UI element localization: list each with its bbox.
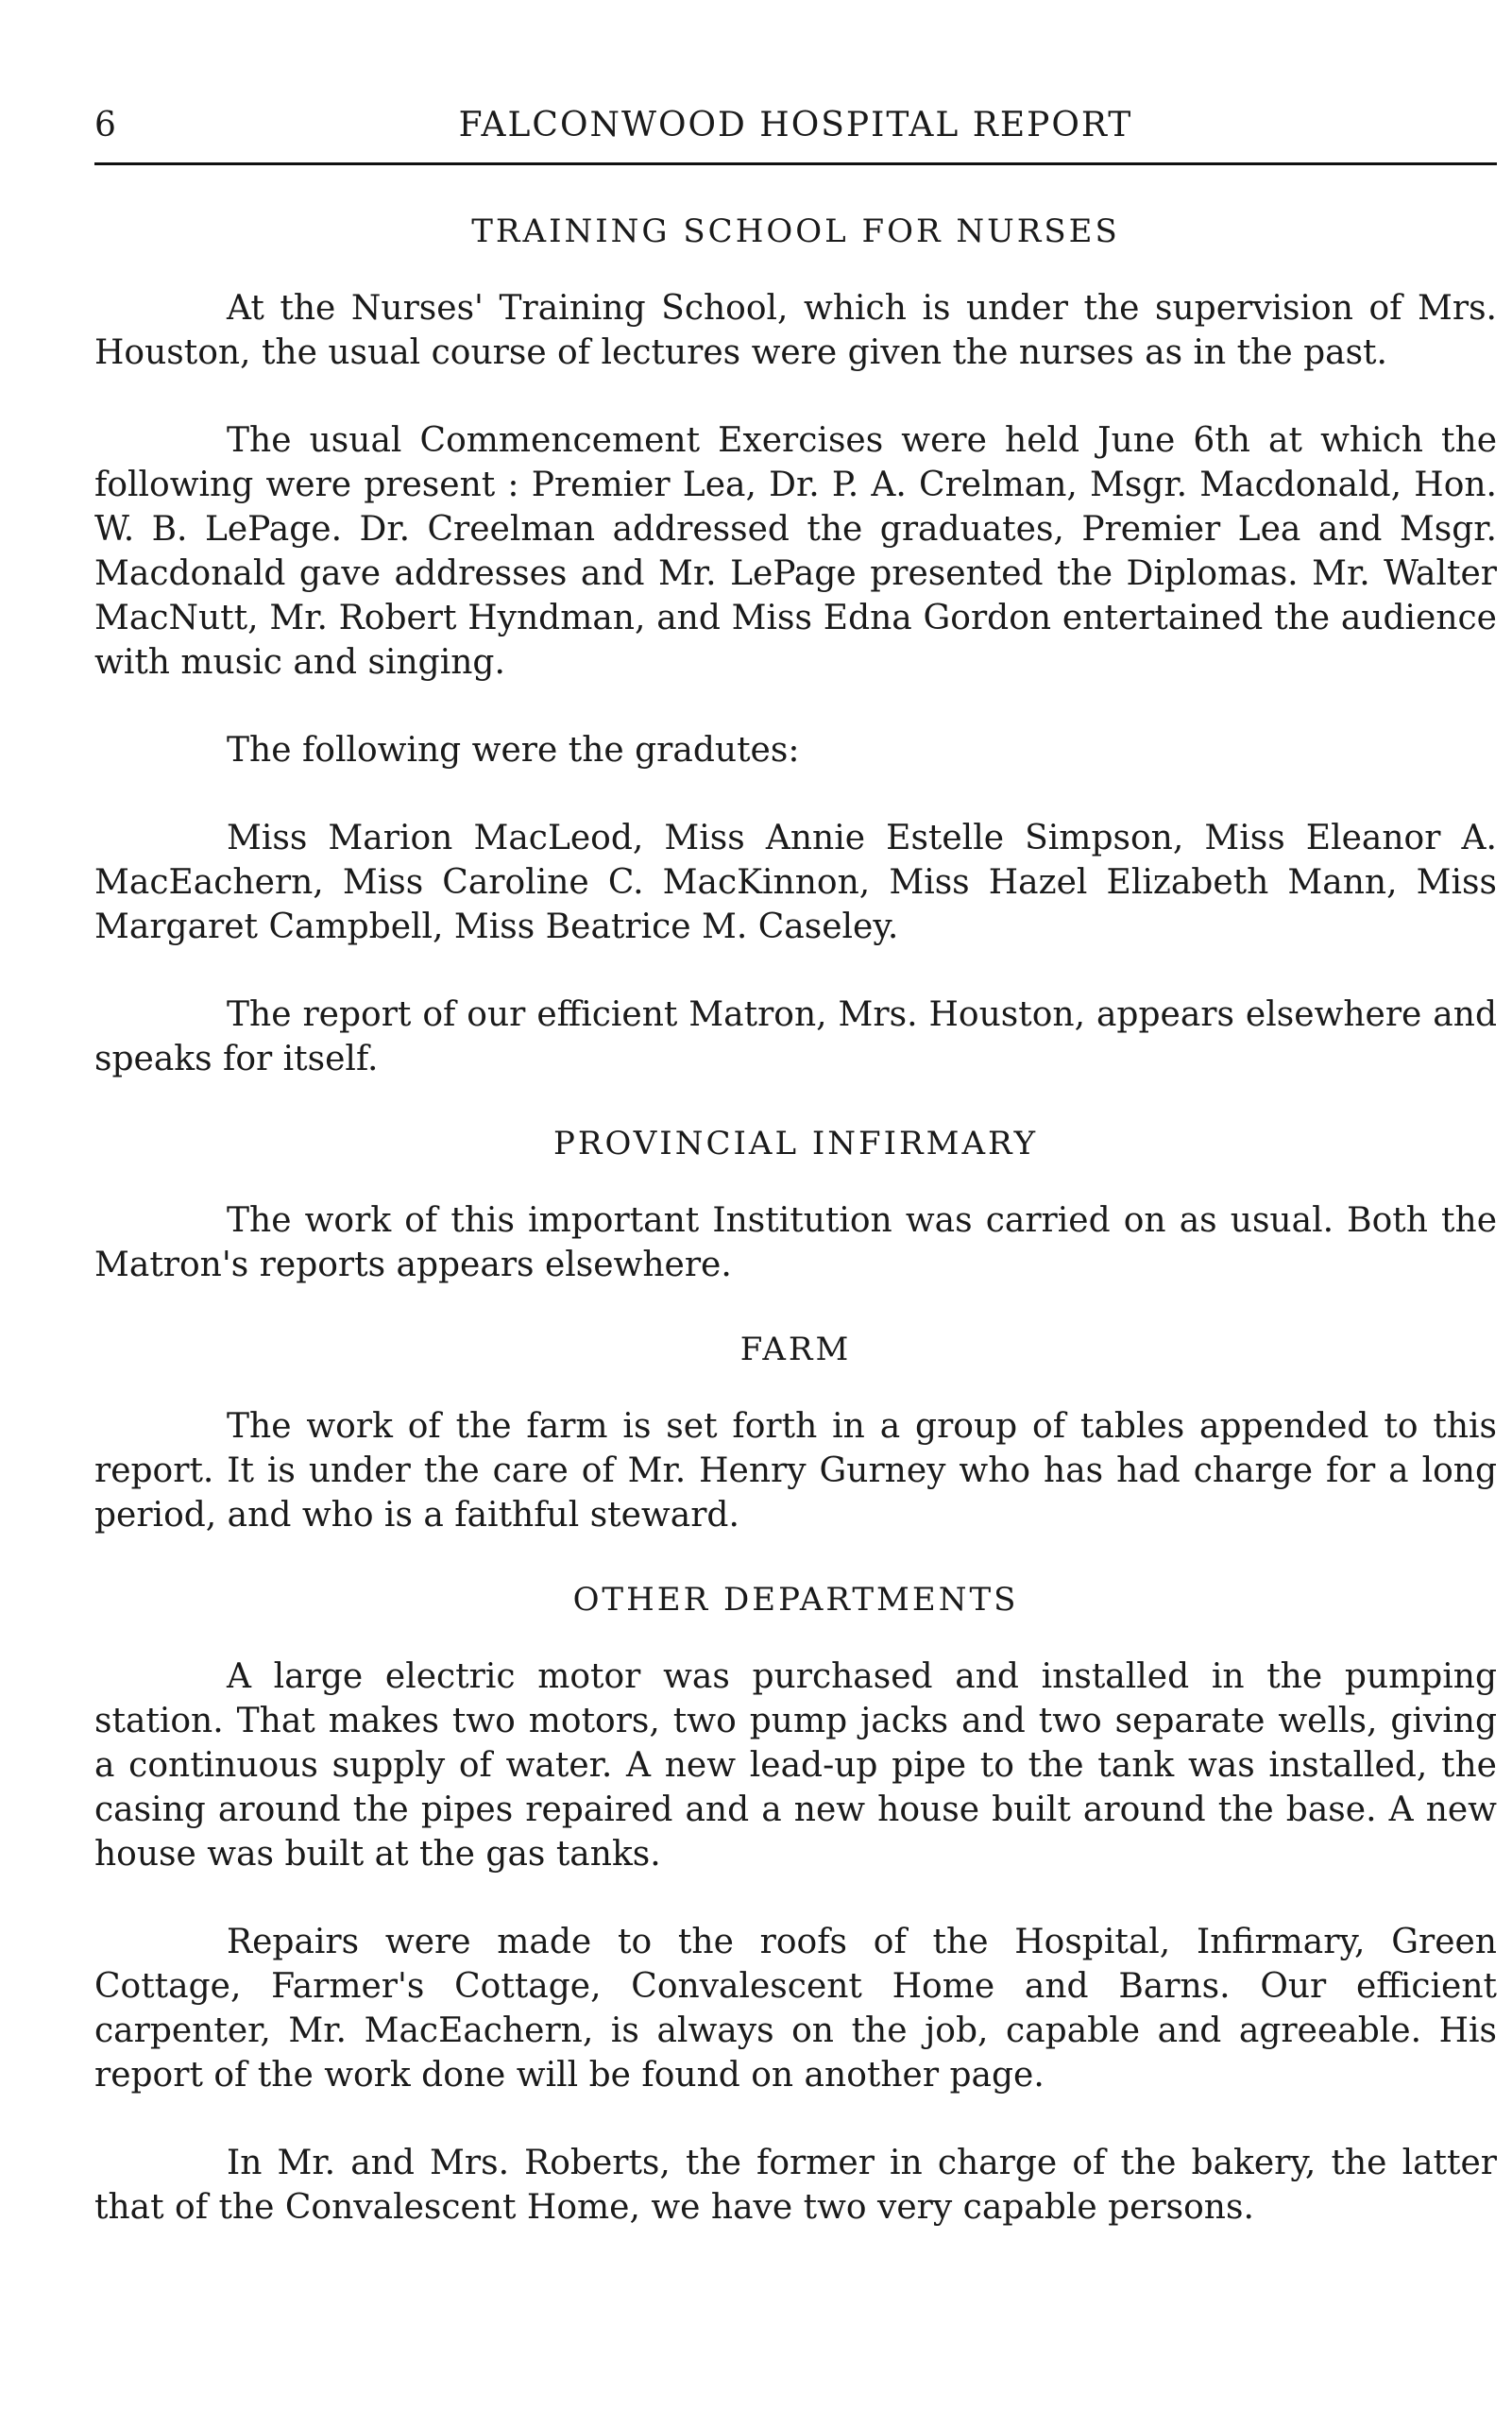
running-header	[94, 94, 1497, 151]
paragraph: The work of the farm is set forth in a group of tables appended to this report. It is under the care of Mr. Henry Gurney who has had charge for a long period, and who is a faithful steward.	[94, 1407, 1497, 1535]
document-page	[94, 94, 1497, 2273]
paragraph: The following were the gradutes:	[227, 731, 800, 770]
paragraph: At the Nurses' Training School, which is under the supervision of Mrs. Houston, the usual course of lectures were given the nurses as in the past.	[94, 289, 1497, 372]
section-heading: PROVINCIAL INFIRMARY	[552, 1125, 1039, 1162]
section-farm	[94, 1331, 1497, 1537]
section-heading: OTHER DEPARTMENTS	[572, 1581, 1019, 1619]
section-provincial-infirmary	[94, 1125, 1497, 1287]
paragraph: The work of this important Institution was carried on as usual. Both the Matron's reports appears elsewhere.	[94, 1201, 1497, 1284]
page-number: 6	[94, 106, 118, 144]
paragraph: A large electric motor was purchased and installed in the pumping station. That makes two motors, two pump jacks and two separate wells, giving a continuous supply of water. A new lead-up pipe to the tank was installed, the casing around the pipes repaired and a new house built around the base. A new house was built at the gas tanks.	[94, 1657, 1497, 1874]
header-divider	[94, 162, 1497, 165]
section-training-school	[94, 212, 1497, 1081]
section-other-departments	[94, 1581, 1497, 2230]
paragraph: The usual Commencement Exercises were held June 6th at which the following were present : Premier Lea, Dr. P. A. Crelman, Msgr. Macdonald, Hon. W. B. LePage. Dr. Creelman addressed the graduates, Premier Lea and Msgr. Macdonald gave addresses and Mr. LePage presented the Diplomas. Mr. Walter MacNutt, Mr. Robert Hyndman, and Miss Edna Gordon entertained the audience with music and singing.	[94, 421, 1497, 682]
paragraph: The report of our efficient Matron, Mrs. Houston, appears elsewhere and speaks for itself.	[94, 995, 1497, 1078]
section-heading: FARM	[739, 1331, 852, 1368]
section-heading: TRAINING SCHOOL FOR NURSES	[471, 212, 1120, 250]
paragraph: Repairs were made to the roofs of the Hospital, Infirmary, Green Cottage, Farmer's Cottage, Convalescent Home and Barns. Our efficient carpenter, Mr. MacEachern, is always on the job, capable and agreeable. His report of the work done will be found on another page.	[94, 1923, 1497, 2095]
paragraph: In Mr. and Mrs. Roberts, the former in charge of the bakery, the latter that of the Convalescent Home, we have two very capable persons.	[94, 2144, 1497, 2227]
paragraph: Miss Marion MacLeod, Miss Annie Estelle Simpson, Miss Eleanor A. MacEachern, Miss Caroline C. MacKinnon, Miss Hazel Elizabeth Mann, Miss Margaret Campbell, Miss Beatrice M. Caseley.	[94, 819, 1497, 946]
report-title: FALCONWOOD HOSPITAL REPORT	[458, 106, 1133, 144]
